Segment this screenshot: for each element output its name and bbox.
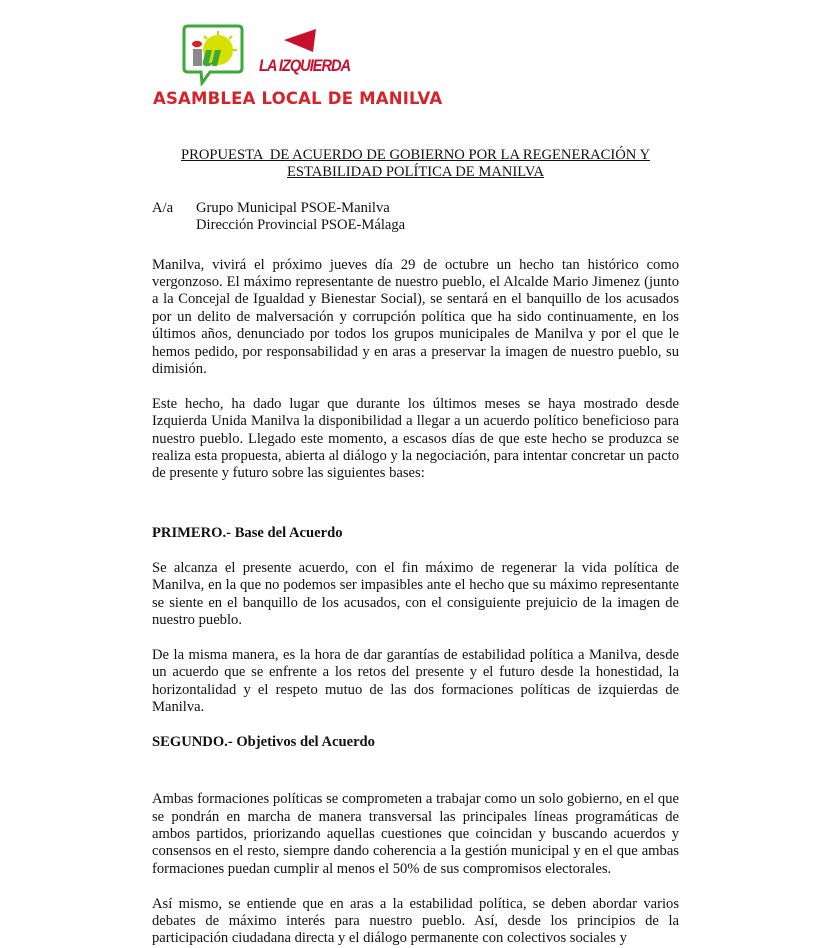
title-line-1: PROPUESTA DE ACUERDO DE GOBIERNO POR LA REGENERACIÓN Y [181,147,650,163]
paragraph-primero-1: Se alcanza el presente acuerdo, con el fin máximo de regenerar la vida política de Manilva, en la que no podemos ser impasibles ante el hecho que su máximo representante se siente en el banquillo de los acusados, con el consiguiente prejuicio de la imagen de nuestro pueblo. [152,559,679,628]
iu-logo [180,22,246,86]
addressee-line: Dirección Provincial PSOE-Málaga [196,217,406,234]
paragraph-segundo-2: Así mismo, se entiende que en aras a la estabilidad política, se deben abordar varios debates de máximo interés para nuestro pueblo. Así, desde los principios de la participación ciudadana directa y el diálogo permanente con colectivos sociales y [152,895,679,947]
addressee-line: Grupo Municipal PSOE-Manilva [196,199,390,216]
section-heading-segundo: SEGUNDO.- Objetivos del Acuerdo [152,733,375,750]
paragraph-segundo-1: Ambas formaciones políticas se comprometen a trabajar como un solo gobierno, en el que se pondrán en marcha de manera transversal las principales líneas programáticas de ambos partidos, priorizando aquellas cuestiones que coincidan y buscando acuerdos y consensos en el resto, siempre dando coherencia a la gestión municipal y en el que ambas formaciones puedan cumplir al menos el 50% de sus compromisos electorales. [152,791,679,877]
paragraph-intro-2: Este hecho, ha dado lugar que durante los últimos meses se haya mostrado desde Izquierda Unida Manilva la disponibilidad a llegar a un acuerdo político beneficioso para nuestro pueblo. Llegado este momento, a escasos días de que este hecho se produzca se realiza esta propuesta, abierta al diálogo y la negociación, para intentar concretar un pacto de presente y futuro sobre las siguientes bases: [152,395,679,482]
title-line-2: ESTABILIDAD POLÍTICA DE MANILVA [286,164,545,181]
paragraph-primero-2: De la misma manera, es la hora de dar garantías de estabilidad política a Manilva, desde un acuerdo que se enfrente a los retos del presente y el futuro desde la honestidad, la horizontalidad y el respeto mutuo de las dos formaciones políticas de izquierdas de Manilva. [152,646,679,715]
organization-name: ASAMBLEA LOCAL DE MANILVA [153,89,443,108]
document-body [152,147,679,948]
document-title [152,147,679,182]
iu-logo-icon [180,22,246,86]
section-heading-primero: PRIMERO.- Base del Acuerdo [152,524,343,541]
addressee-label: A/a [152,199,174,216]
addressee-block [152,200,679,235]
la-izquierda-wordmark: LA IZQUIERDA [259,56,351,75]
triangle-icon [258,27,354,57]
paragraph-intro-1: Manilva, vivirá el próximo jueves día 29 de octubre un hecho tan histórico como vergonzoso. El máximo representante de nuestro pueblo, el Alcalde Mario Jimenez (junto a la Concejal de Igualdad y Bienestar Social), se sentará en el banquillo de los acusados por un delito de malversación y corrupción política que ha sido continuamente, en los últimos años, denunciado por todos los grupos municipales de Manilva y por el que le hemos pedido, por responsabilidad y en aras a preservar la imagen de nuestro pueblo, su dimisión. [152,256,679,378]
